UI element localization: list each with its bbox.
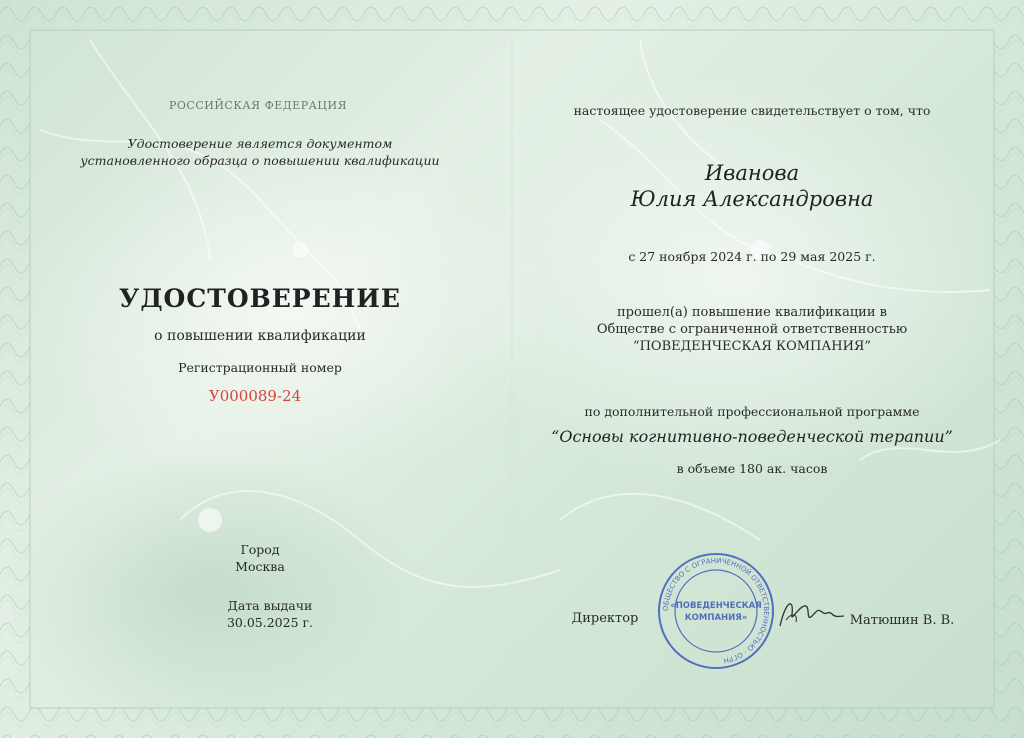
issue-date-value: 30.05.2025 г.	[226, 615, 314, 630]
issue-date-label: Дата выдачи	[227, 598, 313, 613]
certificate-title: УДОСТОВЕРЕНИЕ	[119, 284, 401, 313]
city-value: Москва	[235, 559, 285, 574]
certifies-text: настоящее удостоверение свидетельствует о том, что	[573, 103, 931, 118]
organization-name: “ПОВЕДЕНЧЕСКАЯ КОМПАНИЯ”	[632, 339, 872, 354]
city-label: Город	[240, 542, 280, 557]
stamp-inner-line1: «ПОВЕДЕНЧЕСКАЯ	[670, 601, 762, 611]
director-label: Директор	[571, 611, 639, 626]
certificate-subtitle: о повышении квалификации	[154, 328, 366, 344]
recipient-surname: Иванова	[704, 161, 800, 185]
recipient-given-names: Юлия Александровна	[630, 187, 874, 211]
document-note-line2: установленного образца о повышении квалификации	[80, 153, 440, 168]
director-name: Матюшин В. В.	[849, 613, 955, 628]
program-name: “Основы когнитивно-поведенческой терапии”	[551, 427, 953, 446]
training-period: с 27 ноября 2024 г. по 29 мая 2025 г.	[628, 249, 876, 264]
hours-volume: в объеме 180 ак. часов	[676, 461, 828, 476]
program-label: по дополнительной профессиональной программе	[584, 404, 920, 419]
company-stamp	[656, 551, 776, 671]
country-label: РОССИЙСКАЯ ФЕДЕРАЦИЯ	[168, 99, 347, 112]
director-signature	[776, 594, 846, 634]
registration-label: Регистрационный номер	[178, 360, 342, 375]
stamp-outer-text: ОБЩЕСТВО С ОГРАНИЧЕННОЙ ОТВЕТСТВЕННОСТЬЮ · ОГРН	[661, 556, 771, 665]
completion-line2: Обществе с ограниченной ответственностью	[596, 322, 908, 337]
stamp-inner-line2: КОМПАНИЯ»	[684, 613, 748, 623]
document-note-line1: Удостоверение является документом	[127, 136, 393, 151]
registration-number: У000089-24	[208, 387, 302, 405]
completion-line1: прошел(а) повышение квалификации в	[617, 305, 887, 320]
